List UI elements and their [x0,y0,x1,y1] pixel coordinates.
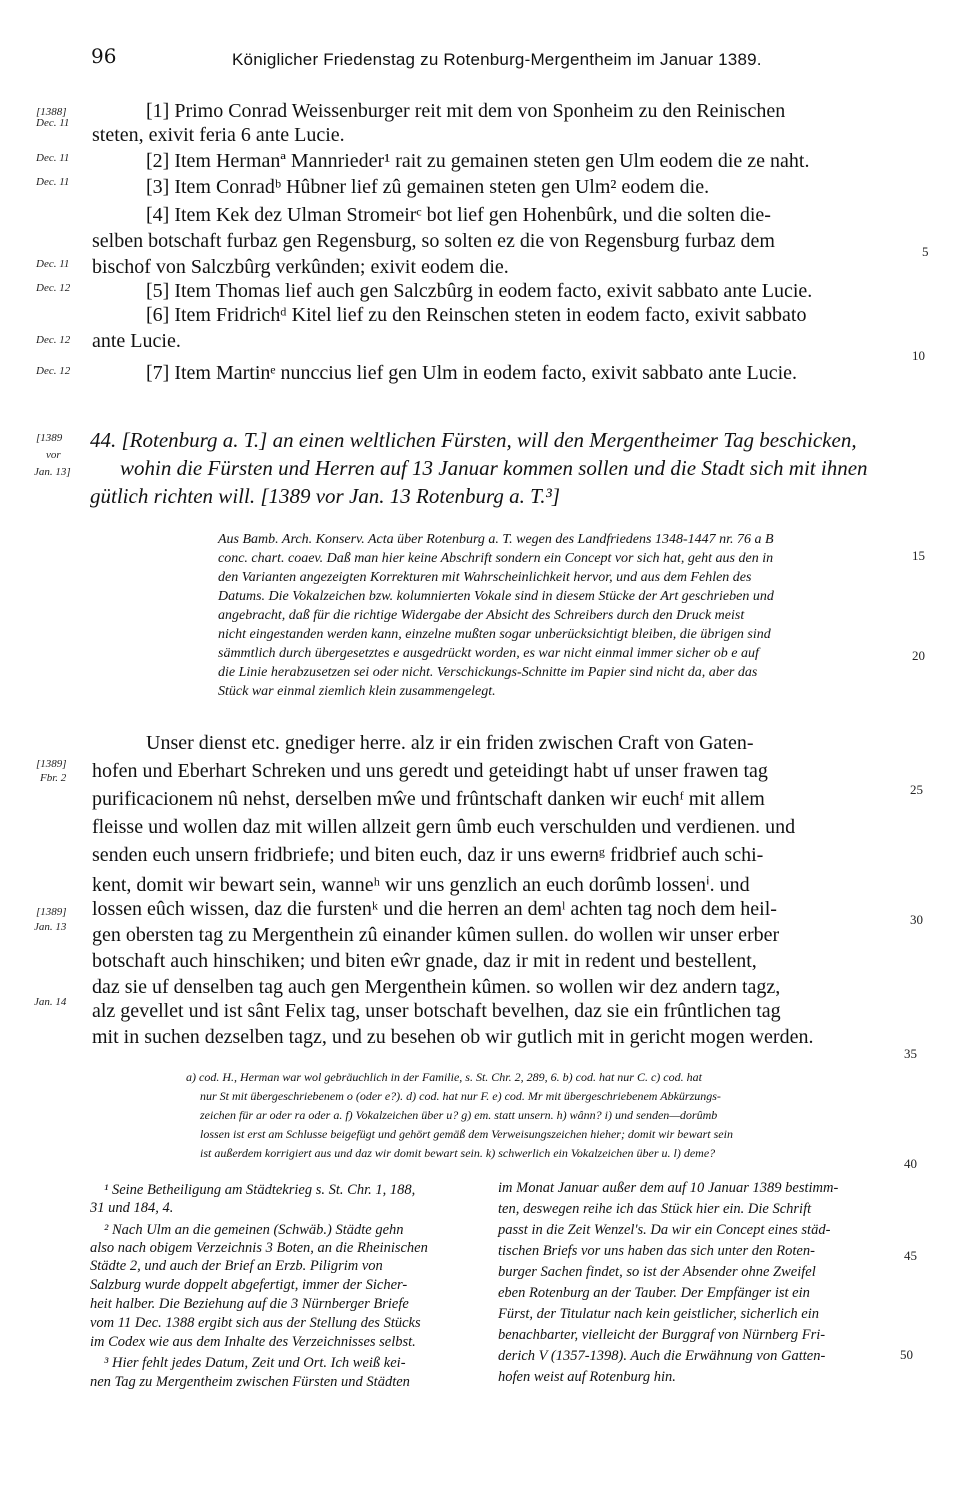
letter-line: fleisse und wollen daz mit willen allzeit gern ûmb euch verschulden und verdienen. und [92,816,796,838]
variant-note-line: a) cod. H., Herman war wol gebräuchlich in der Familie, s. St. Chr. 2, 289, 6. b) cod. hat nur C. c) cod. hat [186,1070,702,1084]
entry-line: [1] Primo Conrad Weissenburger reit mit dem von Sponheim zu den Reinischen [146,100,786,122]
source-note-line: Stück war einmal ziemlich klein zusammengelegt. [218,684,496,699]
line-number: 30 [910,912,923,927]
entry-line: [5] Item Thomas lief auch gen Salczbûrg in eodem facto, exivit sabbato ante Lucie. [146,280,813,302]
variant-note-line: nur St mit übergeschriebenem o (oder e?). d) cod. hat nur F. e) cod. Mr mit übergeschriebenem Abkürzungs- [200,1089,721,1103]
footnote-line: 31 und 184, 4. [90,1200,174,1216]
section-heading: gütlich richten will. [1389 vor Jan. 13 Rotenburg a. T.³] [90,484,561,508]
entry-line: [7] Item Martinᵉ nunccius lief gen Ulm in eodem facto, exivit sabbato ante Lucie. [146,362,798,384]
section-heading: 44. [Rotenburg a. T.] an einen weltlichen Fürsten, will den Mergentheimer Tag beschicken, [90,428,857,452]
margin-note: [1389 [36,432,63,444]
footnote-line: Fürst, der Titulatur nach kein geistlicher, sicherlich ein [498,1306,819,1322]
letter-line: lossen eûch wissen, daz die furstenᵏ und die herren an demˡ achten tag noch dem heil- [92,898,777,920]
line-number: 20 [912,648,925,663]
letter-line: kent, domit wir bewart sein, wanneʰ wir uns genzlich an euch dorûmb lossenⁱ. und [92,874,750,896]
source-note-line: angebracht, daß für die richtige Widergabe der Absicht des Schreibers durch den Druck meist [218,608,745,623]
variant-note-line: lossen ist erst am Schlusse beigefügt und gehört gemäß dem Verweisungszeichen hieher; domit wir bewart sein [200,1127,733,1141]
footnote-line: hofen weist auf Rotenburg hin. [498,1369,676,1385]
source-note-line: conc. chart. coaev. Daß man hier keine Abschrift sondern ein Concept vor sich hat, geht aus den in [218,551,774,566]
footnote-line: im Codex wie aus dem Inhalte des Verzeichnisses selbst. [90,1334,416,1350]
letter-line: botschaft auch hinschiken; und biten eŵr gnade, daz ir mit in redent und bestellent, [92,950,757,972]
entry-line: [6] Item Fridrichᵈ Kitel lief zu den Reinschen steten in eodem facto, exivit sabbato [146,304,807,326]
margin-note: Jan. 14 [34,996,67,1008]
line-number: 5 [922,244,929,259]
margin-note: Jan. 13 [34,921,67,933]
source-note-line: den Varianten angezeigten Korrekturen mit Wahrscheinlichkeit hervor, und aus dem Fehlen des [218,570,752,585]
running-title: Königlicher Friedenstag zu Rotenburg-Mergentheim im Januar 1389. [232,50,762,69]
footnote-line: Städte 2, und auch der Brief an Erzb. Piligrim von [90,1258,383,1274]
letter-line: mit in suchen dezselben tagz, und zu besehen ob wir gutlich mit in gericht mogen werden. [92,1026,814,1048]
letter-line: daz sie uf denselben tag auch gen Mergenthein kûmen. so wollen wir dez andern tagz, [92,976,781,998]
letter-line: gen obersten tag zu Mergenthein zû einander kûmen sullen. do wollen wir unser erber [92,924,780,946]
page-number: 96 [91,44,117,68]
letter-line: hofen und Eberhart Schreken und uns geredt und geteidingt habt uf unser frawen tag [92,760,768,782]
margin-note: vor [46,449,61,461]
variant-note-line: ist außerdem korrigiert aus und daz wir domit bewart sein. k) schwerlich ein Vokalzeichen über u. l) deme? [200,1146,716,1160]
footnote-line: eben Rotenburg an der Tauber. Der Empfänger ist ein [498,1285,810,1301]
footnote-line: im Monat Januar außer dem auf 10 Januar 1389 bestimm- [498,1180,839,1196]
line-number: 25 [910,782,923,797]
variant-note-line: zeichen für ar oder ra oder a. f) Vokalzeichen über u? g) em. statt unsern. h) wânn? i) und senden—dorûmb [200,1108,718,1122]
entry-line: bischof von Salczbûrg verkûnden; exivit eodem die. [92,256,509,278]
source-note-line: die Linie herabzusetzen sei oder nicht. Verschickungs-Schnitte im Papier sind nicht da, aber das [218,665,758,680]
footnote-line: nen Tag zu Mergentheim zwischen Fürsten und Städten [90,1374,410,1390]
footnote-line: tischen Briefs vor uns haben das sich unter den Roten- [498,1243,815,1259]
margin-note: Dec. 12 [36,282,71,294]
source-note-line: Aus Bamb. Arch. Konserv. Acta über Rotenburg a. T. wegen des Landfriedens 1348-1447 nr. 76 a B [218,532,774,547]
line-number: 15 [912,548,925,563]
source-note-line: sämmtlich durch übergesetztes e ausgedrückt worden, es war nicht einmal immer sicher ob e auf [218,646,759,661]
footnote-line: vom 11 Dec. 1388 ergibt sich aus der Stellung des Stücks [90,1315,421,1331]
source-note-line: Datums. Die Vokalzeichen bzw. kolumnierten Vokale sind in diesem Stücke der Art geschrieben und [218,589,774,604]
margin-note: [1389] [36,906,67,918]
entry-line: ante Lucie. [92,330,181,352]
entry-line: selben botschaft furbaz gen Regensburg, so solten ez die von Regensburg furbaz dem [92,230,775,252]
margin-note: [1388] [36,106,67,118]
margin-note: Dec. 11 [36,117,70,129]
line-number: 50 [900,1347,913,1362]
letter-line: senden euch unsern fridbriefe; und biten euch, daz ir uns ewernᵍ fridbrief auch schi- [92,844,764,866]
entry-line: steten, exivit feria 6 ante Lucie. [92,124,345,146]
margin-note: Dec. 12 [36,365,71,377]
footnote-line: derich V (1357-1398). Auch die Erwähnung von Gatten- [498,1348,826,1364]
footnote-line: Salzburg wurde doppelt abgefertigt, immer der Sicher- [90,1277,408,1293]
entry-line: [2] Item Hermanª Mannrieder¹ rait zu gemainen steten gen Ulm eodem die ze naht. [146,150,810,172]
footnote-line: ten, deswegen reihe ich das Stück hier ein. Die Schrift [498,1201,812,1217]
footnote-line: also nach obigem Verzeichnis 3 Boten, an die Rheinischen [90,1240,428,1256]
footnote-line: ¹ Seine Betheiligung am Städtekrieg s. St. Chr. 1, 188, [104,1182,416,1198]
line-number: 10 [912,348,925,363]
footnote-line: heit halber. Die Beziehung auf die 3 Nürnberger Briefe [90,1296,409,1312]
margin-note: Jan. 13] [34,466,71,478]
margin-note: Dec. 11 [36,152,70,164]
footnote-line: benachbarter, vielleicht der Burggraf von Nürnberg Fri- [498,1327,826,1343]
entry-line: [3] Item Conradᵇ Hûbner lief zû gemainen steten gen Ulm² eodem die. [146,176,710,198]
margin-note: Dec. 12 [36,334,71,346]
line-number: 40 [904,1156,917,1171]
line-number: 45 [904,1248,917,1263]
line-number: 35 [904,1046,917,1061]
footnote-line: ² Nach Ulm an die gemeinen (Schwäb.) Städte gehn [104,1222,404,1238]
margin-note: [1389] [36,758,67,770]
footnote-line: ³ Hier fehlt jedes Datum, Zeit und Ort. Ich weiß kei- [104,1355,406,1371]
letter-line: Unser dienst etc. gnediger herre. alz ir ein friden zwischen Craft von Gaten- [146,732,754,754]
footnote-line: burger Sachen findet, so ist der Absender ohne Zweifel [498,1264,816,1280]
margin-note: Fbr. 2 [40,772,67,784]
margin-note: Dec. 11 [36,176,70,188]
entry-line: [4] Item Kek dez Ulman Stromeirᶜ bot lief gen Hohenbûrk, und die solten die- [146,204,771,226]
source-note-line: nicht eingestanden werden kann, einzelne mußten sogar unberücksichtigt bleiben, die übrigen sind [218,627,771,642]
footnote-line: passt in die Zeit Wenzel's. Da wir ein Concept eines städ- [498,1222,831,1238]
section-heading: wohin die Fürsten und Herren auf 13 Januar kommen sollen und die Stadt sich mit ihnen [120,456,868,480]
margin-note: Dec. 11 [36,258,70,270]
letter-line: purificacionem nû nehst, derselben mŵe und frûntschaft danken wir euchᶠ mit allem [92,788,765,810]
letter-line: alz gevellet und ist sânt Felix tag, unser botschaft bevelhen, daz sie ein frûntlichen tag [92,1000,781,1022]
